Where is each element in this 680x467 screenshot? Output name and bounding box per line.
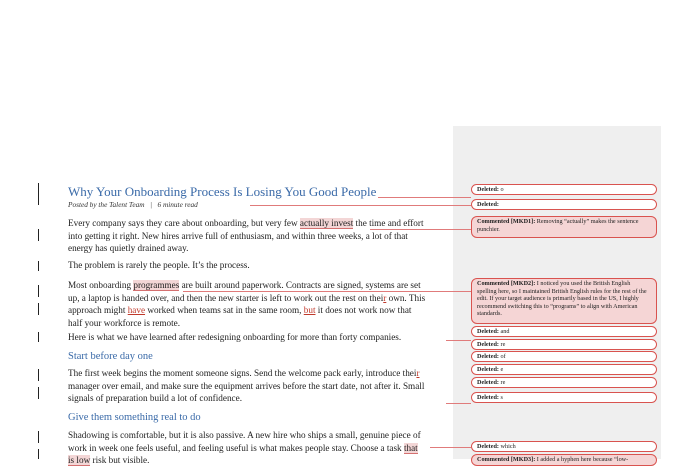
change-bar bbox=[38, 285, 39, 297]
change-bar bbox=[38, 449, 39, 459]
deleted-balloon[interactable]: Deleted: and bbox=[471, 326, 657, 337]
comment-anchor-mkd3[interactable]: that bbox=[403, 442, 418, 453]
deleted-balloon[interactable]: Deleted: of bbox=[471, 351, 657, 362]
leader-line bbox=[378, 197, 471, 198]
byline bbox=[68, 200, 198, 209]
paragraph-programmes: Most onboarding programmes are built around paperwork. Contracts are signed, systems are set up, a laptop is handed over, and then the new starter is left to work out the rest on their own. This approach might have worked when teams sat in the same room, but it does not work now that half your workforce is remote. bbox=[68, 280, 426, 329]
deleted-balloon[interactable]: Deleted: re bbox=[471, 377, 657, 388]
change-bar bbox=[38, 229, 39, 241]
byline-read-suffix: minute read bbox=[162, 200, 198, 209]
paragraph-shadowing: Shadowing is comfortable, but it is also passive. A new hire who ships a small, genuine piece of work in week one feels useful, and feeling useful is what makes people stay. Choose a task that is low risk but visible. bbox=[68, 430, 421, 466]
insertion-mark[interactable]: r bbox=[416, 368, 420, 378]
insertion-but[interactable]: but bbox=[303, 305, 316, 316]
paragraph-learned: Here is what we have learned after redesigning onboarding for more than forty companies. bbox=[68, 332, 402, 342]
deleted-balloon[interactable]: Deleted: re bbox=[471, 339, 657, 350]
comment-balloon-mkd3[interactable]: Commented [MKD3]: I added a hyphen here because “low- bbox=[471, 454, 657, 466]
byline-author: Posted by the Talent Team bbox=[68, 200, 145, 209]
paragraph-problem: The problem is rarely the people. It’s the process. bbox=[68, 260, 250, 270]
change-bar bbox=[38, 183, 39, 205]
comment-anchor-mkd1[interactable]: actually invest bbox=[299, 218, 354, 228]
page-title: Why Your Onboarding Process Is Losing You Good People bbox=[68, 184, 377, 199]
leader-line bbox=[446, 403, 471, 404]
heading-start-before-day-one: Start before day one bbox=[68, 351, 153, 362]
paragraph-intro: Every company says they care about onboarding, but very few actually invest the time and effort into getting it right. New hires arrive full of enthusiasm, and within three weeks, a lot of that energy has quietly drained away. bbox=[68, 218, 424, 254]
change-bar bbox=[38, 431, 39, 443]
leader-line bbox=[430, 447, 471, 448]
leader-line bbox=[250, 205, 471, 206]
leader-line bbox=[446, 340, 471, 341]
deleted-balloon[interactable]: Deleted: which bbox=[471, 441, 657, 452]
comment-anchor-mkd3-cont[interactable]: is low bbox=[68, 455, 91, 466]
deleted-balloon[interactable]: Deleted: o bbox=[471, 184, 657, 195]
leader-line bbox=[183, 291, 471, 292]
comment-anchor-mkd2[interactable]: programmes bbox=[133, 280, 180, 290]
change-bar bbox=[38, 369, 39, 381]
change-bar bbox=[38, 332, 39, 342]
paragraph-first-week: The first week begins the moment someone signs. Send the welcome pack early, introduce their manager over email, and make sure the equipment arrives before the start date, not after it. Small signals of preparation build a lot of confidence. bbox=[68, 368, 425, 404]
leader-line bbox=[370, 229, 471, 230]
change-bar bbox=[38, 261, 39, 271]
change-bar bbox=[38, 387, 39, 399]
insertion-have[interactable]: have bbox=[127, 305, 146, 316]
deleted-balloon[interactable]: Deleted: s bbox=[471, 392, 657, 403]
comment-balloon-mkd2[interactable]: Commented [MKD2]: I noticed you used the British English spelling here, so I maintained British English rules for the rest of the edit. If your target audience is primarily based in the US, I highly recommend switching this to “programs” to align with American standards. bbox=[471, 278, 657, 324]
change-bar bbox=[38, 303, 39, 315]
heading-give-them-something-real: Give them something real to do bbox=[68, 412, 201, 423]
comment-balloon-mkd1[interactable]: Commented [MKD1]: Removing “actually” makes the sentence punchier. bbox=[471, 216, 657, 238]
byline-read-number: 6 bbox=[157, 200, 162, 209]
insertion-mark[interactable]: r bbox=[383, 292, 387, 303]
byline-separator: | bbox=[149, 200, 152, 209]
deleted-balloon[interactable]: Deleted: bbox=[471, 199, 657, 210]
deleted-balloon[interactable]: Deleted: e bbox=[471, 364, 657, 375]
